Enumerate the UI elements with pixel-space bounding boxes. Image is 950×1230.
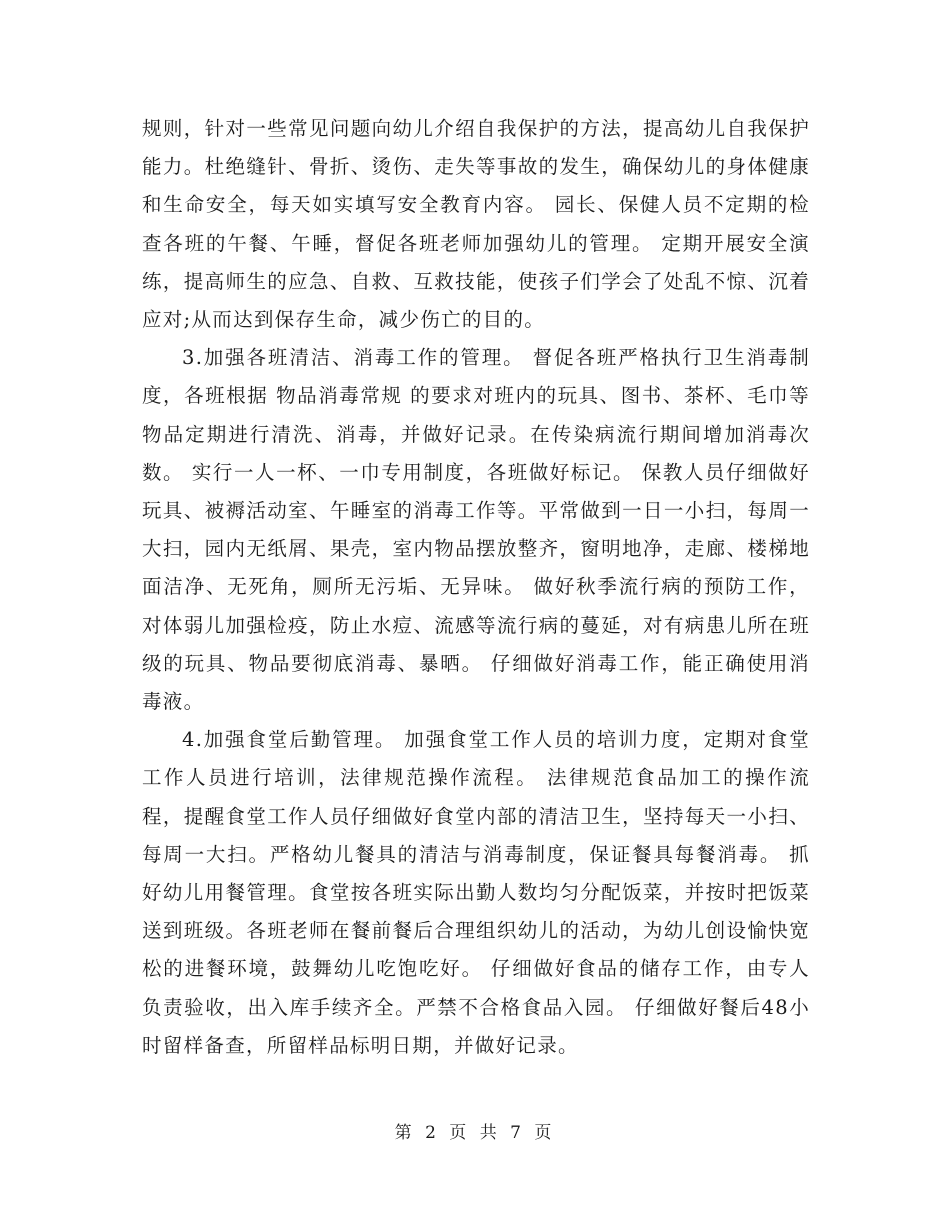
page-number-footer: 第 2 页 共 7 页 bbox=[394, 1123, 556, 1143]
paragraph-cleaning-disinfection: 3.加强各班清洁、消毒工作的管理。 督促各班严格执行卫生消毒制度，各班根据 物品消毒常规 的要求对班内的玩具、图书、茶杯、毛巾等物品定期进行清洗、消毒，并做好记录。在传染病流行期间增加消毒次数。 实行一人一杯、一巾专用制度，各班做好标记。 保教人员仔细做好玩具、被褥活动室、午睡室的消毒工作等。平常做到一日一小扫，每周一大扫，园内无纸屑、果壳，室内物品摆放整齐，窗明地净，走廊、楼梯地面洁净、无死角，厕所无污垢、无异味。 做好秋季流行病的预防工作，对体弱儿加强检疫，防止水痘、流感等流行病的蔓延，对有病患儿所在班级的玩具、物品要彻底消毒、暴晒。 仔细做好消毒工作，能正确使用消毒液。 bbox=[142, 346, 810, 714]
paragraph-safety-education: 规则，针对一些常见问题向幼儿介绍自我保护的方法，提高幼儿自我保护能力。杜绝缝针、骨折、烫伤、走失等事故的发生，确保幼儿的身体健康和生命安全，每天如实填写安全教育内容。 园长、保健人员不定期的检查各班的午餐、午睡，督促各班老师加强幼儿的管理。 定期开展安全演练，提高师生的应急、自救、互救技能，使孩子们学会了处乱不惊、沉着应对;从而达到保存生命，减少伤亡的目的。 bbox=[142, 117, 810, 332]
paragraph-canteen-management: 4.加强食堂后勤管理。 加强食堂工作人员的培训力度，定期对食堂工作人员进行培训，法律规范操作流程。 法律规范食品加工的操作流程，提醒食堂工作人员仔细做好食堂内部的清洁卫生，坚持每天一小扫、每周一大扫。严格幼儿餐具的清洁与消毒制度，保证餐具每餐消毒。 抓好幼儿用餐管理。食堂按各班实际出勤人数均匀分配饭菜，并按时把饭菜送到班级。各班老师在餐前餐后合理组织幼儿的活动，为幼儿创设愉快宽松的进餐环境，鼓舞幼儿吃饱吃好。 仔细做好食品的储存工作，由专人负责验收，出入库手续齐全。严禁不合格食品入园。 仔细做好餐后48小时留样备查，所留样品标明日期，并做好记录。 bbox=[142, 728, 810, 1057]
document-body bbox=[142, 110, 810, 1065]
